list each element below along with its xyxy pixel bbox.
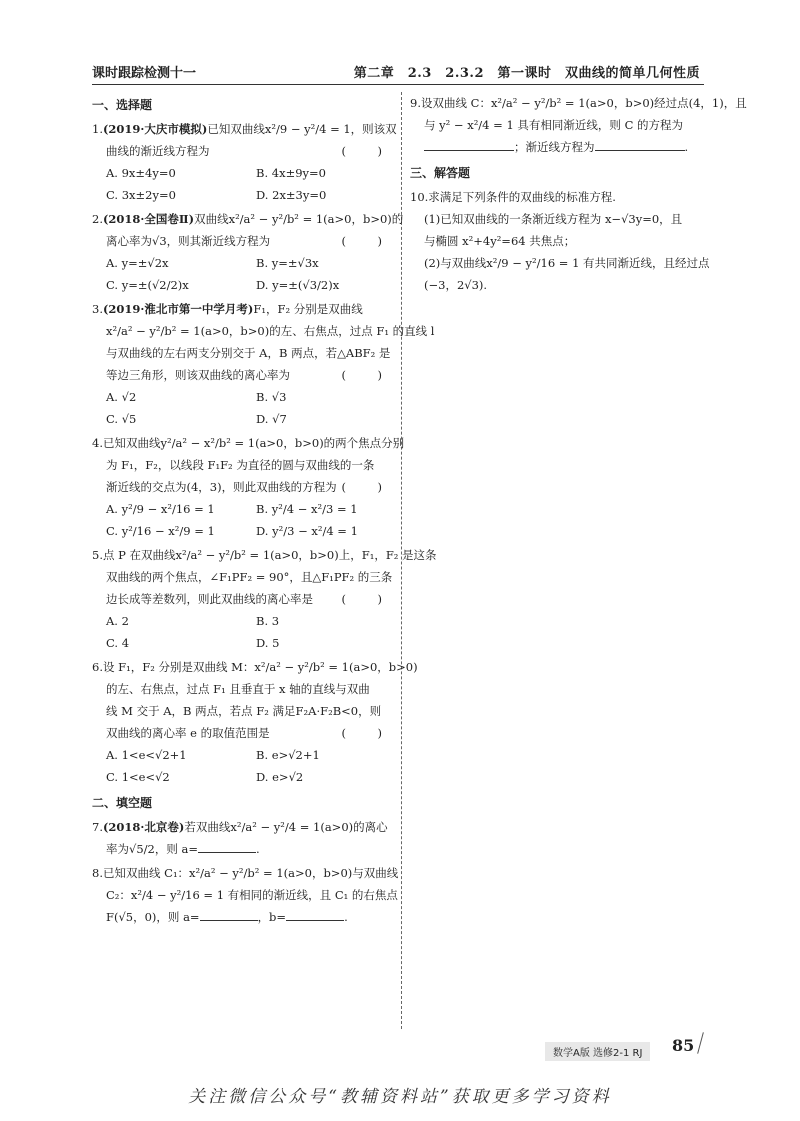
option-c: C. 4 <box>106 636 130 650</box>
left-column <box>92 90 437 928</box>
answer-blank[interactable] <box>198 840 256 853</box>
header-rule <box>92 84 704 85</box>
option-c: C. y=±(√2/2)x <box>106 278 189 292</box>
option-c: C. √5 <box>106 412 137 426</box>
answer-blank-asymptote[interactable] <box>595 138 685 151</box>
option-b: B. 3 <box>256 614 280 628</box>
answer-paren: ( ) <box>341 592 392 606</box>
option-a: A. y²/9 − x²/16 = 1 <box>106 502 215 516</box>
header-left: 课时跟踪检测十一 <box>92 66 197 81</box>
option-d: D. y=±(√3/2)x <box>256 278 340 292</box>
question-3: 3.(2019·淮北市第一中学月考)F₁，F₂ 分别是双曲线 x²/a² − y²/b² = 1(a>0，b>0)的左、右焦点，过点 F₁ 的直线 l 与双曲线的左右两支分别交于 A，B 两点，若△ABF₂ 是 等边三角形，则该双曲线的离心率为 ( ) A. √2 B. √3 C. √5 D. √7 <box>92 298 392 430</box>
answer-paren: ( ) <box>341 144 392 158</box>
question-9: 9.设双曲线 C：x²/a² − y²/b² = 1(a>0，b>0)经过点(4，1)，且 与 y² − x²/4 = 1 具有相同渐近线，则 C 的方程为 ；渐近线方程为 . <box>410 96 747 154</box>
option-b: B. y=±√3x <box>256 256 319 270</box>
answer-blank-b[interactable] <box>286 908 344 921</box>
option-b: B. y²/4 − x²/3 = 1 <box>256 502 358 516</box>
section-fill-in: 二、填空题 <box>92 796 153 810</box>
page-slash <box>697 1032 704 1054</box>
option-a: A. 2 <box>106 614 129 628</box>
option-a: A. 1<e<√2+1 <box>106 748 187 762</box>
question-8: 8.已知双曲线 C₁：x²/a² − y²/b² = 1(a>0，b>0)与双曲线 C₂：x²/4 − y²/16 = 1 有相同的渐近线，且 C₁ 的右焦点 F(√5，0)，则 a= ，b= . <box>92 866 399 924</box>
option-d: D. y²/3 − x²/4 = 1 <box>256 524 358 538</box>
question-4: 4.已知双曲线y²/a² − x²/b² = 1(a>0，b>0)的两个焦点分别 为 F₁，F₂，以线段 F₁F₂ 为直径的圆与双曲线的一条 渐近线的交点为(4，3)，则此双曲线的方程为 ( ) A. y²/9 − x²/16 = 1 B. y²/4 − x²/3 = 1 C. y²/16 − x²/9 = 1 D. y²/3 − x²/4 = 1 <box>92 432 392 542</box>
section-solutions: 三、解答题 <box>410 166 471 180</box>
page-number: 85 <box>672 1036 695 1055</box>
option-a: A. y=±√2x <box>106 256 169 270</box>
option-c: C. y²/16 − x²/9 = 1 <box>106 524 215 538</box>
question-5: 5.点 P 在双曲线x²/a² − y²/b² = 1(a>0，b>0)上，F₁，F₂ 是这条 双曲线的两个焦点，∠F₁PF₂ = 90°，且△F₁PF₂ 的三条 边长成等差数列，则此双曲线的离心率是 ( ) A. 2 B. 3 C. 4 D. 5 <box>92 544 392 654</box>
question-1: 1.(2019·大庆市模拟)已知双曲线x²/9 − y²/4 = 1，则该双 曲线的渐近线方程为 ( ) A. 9x±4y=0 B. 4x±9y=0 C. 3x±2y=0 D. 2x±3y=0 <box>92 118 392 206</box>
option-d: D. 2x±3y=0 <box>256 188 327 202</box>
option-d: D. √7 <box>256 412 287 426</box>
option-c: C. 1<e<√2 <box>106 770 170 784</box>
answer-paren: ( ) <box>341 480 392 494</box>
answer-blank-a[interactable] <box>200 908 258 921</box>
header-right: 第二章 2.3 2.3.2 第一课时 双曲线的简单几何性质 <box>353 66 700 81</box>
option-a: A. √2 <box>106 390 137 404</box>
option-a: A. 9x±4y=0 <box>106 166 176 180</box>
option-b: B. √3 <box>256 390 287 404</box>
option-d: D. e>√2 <box>256 770 304 784</box>
option-d: D. 5 <box>256 636 280 650</box>
question-2: 2.(2018·全国卷Ⅱ)双曲线x²/a² − y²/b² = 1(a>0，b>0)的 离心率为√3，则其渐近线方程为 ( ) A. y=±√2x B. y=±√3x C. y=±(√2/2)x D. y=±(√3/2)x <box>92 208 392 296</box>
edition-tag: 数学A版 选修2-1 RJ <box>545 1042 650 1061</box>
footer-banner: 关注微信公众号“教辅资料站”获取更多学习资料 <box>188 1087 612 1107</box>
option-b: B. 4x±9y=0 <box>256 166 326 180</box>
answer-paren: ( ) <box>341 234 392 248</box>
question-6: 6.设 F₁，F₂ 分别是双曲线 M：x²/a² − y²/b² = 1(a>0，b>0) 的左、右焦点，过点 F₁ 且垂直于 x 轴的直线与双曲 线 M 交于 A，B 两点，若点 F₂ 满足F₂A·F₂B<0，则 双曲线的离心率 e 的取值范围是 ( ) A. 1<e<√2+1 B. e>√2+1 C. 1<e<√2 D. e>√2 <box>92 656 392 788</box>
question-7: 7.(2018·北京卷)若双曲线x²/a² − y²/4 = 1(a>0)的离心 率为√5/2，则 a= . <box>92 820 388 856</box>
right-column <box>410 90 747 296</box>
option-c: C. 3x±2y=0 <box>106 188 176 202</box>
option-b: B. e>√2+1 <box>256 748 320 762</box>
section-multiple-choice: 一、选择题 <box>92 98 153 112</box>
answer-blank-equation[interactable] <box>424 138 514 151</box>
answer-paren: ( ) <box>341 726 392 740</box>
answer-paren: ( ) <box>341 368 392 382</box>
question-10: 10.求满足下列条件的双曲线的标准方程. (1)已知双曲线的一条渐近线方程为 x−√3y=0，且 与椭圆 x²+4y²=64 共焦点； (2)与双曲线x²/9 − y²/16 = 1 有共同渐近线，且经过点 (−3，2√3). <box>410 190 710 292</box>
